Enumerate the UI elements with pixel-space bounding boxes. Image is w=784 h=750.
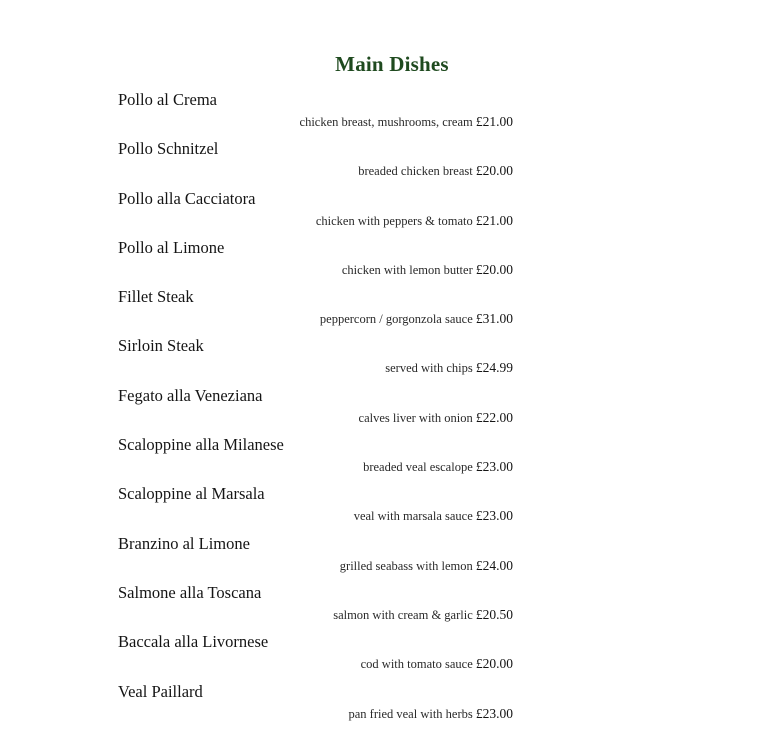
dish-description: pan fried veal with herbs [348, 706, 473, 721]
dish-detail [354, 508, 513, 524]
dish-price: £20.00 [475, 656, 513, 672]
dish-price: £20.00 [475, 261, 513, 277]
dish-name: Pollo al Limone [118, 237, 225, 257]
dish-name: Baccala alla Livornese [118, 632, 269, 652]
dish-detail [342, 262, 513, 278]
list-item [0, 484, 784, 533]
dish-detail [363, 459, 513, 475]
dish-price: £20.00 [475, 163, 513, 179]
page-title: Main Dishes [335, 52, 449, 76]
list-item [0, 435, 784, 484]
list-item [0, 139, 784, 188]
list-item [0, 682, 784, 731]
list-item [0, 189, 784, 238]
list-item [0, 583, 784, 632]
dish-detail [348, 706, 513, 722]
dish-price: £21.00 [475, 114, 513, 129]
dish-price: £23.00 [475, 705, 513, 721]
list-item [0, 287, 784, 336]
dish-detail [316, 213, 513, 229]
dish-price: £20.50 [475, 606, 513, 622]
list-item [0, 238, 784, 287]
list-item [0, 90, 784, 139]
dish-description: calves liver with onion [358, 410, 473, 425]
dish-description: breaded chicken breast [358, 164, 473, 179]
dish-description: chicken breast, mushrooms, cream [299, 115, 473, 129]
dish-detail [359, 410, 513, 426]
dish-name: Pollo al Crema [118, 90, 217, 109]
dish-description: grilled seabass with lemon [339, 558, 473, 573]
dish-name: Pollo alla Cacciatora [118, 188, 256, 208]
dish-name: Scaloppine alla Milanese [118, 435, 284, 455]
dish-list [0, 90, 784, 731]
list-item [0, 632, 784, 681]
dish-price: £23.00 [475, 459, 513, 475]
dish-description: chicken with lemon butter [341, 262, 473, 277]
dish-description: breaded veal escalope [363, 460, 473, 475]
dish-detail [358, 163, 513, 179]
dish-price: £31.00 [475, 311, 513, 327]
dish-price: £22.00 [475, 409, 513, 425]
dish-description: cod with tomato sauce [360, 657, 473, 672]
list-item [0, 386, 784, 435]
list-item [0, 534, 784, 583]
dish-name: Branzino al Limone [118, 533, 250, 553]
dish-detail [361, 656, 513, 672]
dish-description: chicken with peppers & tomato [315, 213, 473, 228]
dish-detail [320, 311, 513, 327]
dish-description: served with chips [385, 361, 473, 376]
dish-name: Fegato alla Veneziana [118, 385, 263, 405]
dish-detail [385, 360, 513, 376]
dish-name: Fillet Steak [118, 287, 194, 307]
dish-name: Pollo Schnitzel [118, 139, 219, 159]
dish-price: £23.00 [475, 508, 513, 524]
dish-detail [333, 607, 513, 623]
dish-price: £24.00 [475, 557, 513, 573]
dish-description: peppercorn / gorgonzola sauce [319, 312, 473, 327]
dish-name: Veal Paillard [118, 681, 203, 701]
dish-name: Salmone alla Toscana [118, 582, 262, 602]
dish-description: veal with marsala sauce [353, 509, 473, 524]
dish-detail [340, 558, 513, 574]
dish-name: Scaloppine al Marsala [118, 484, 265, 504]
dish-price: £21.00 [475, 212, 513, 228]
list-item [0, 336, 784, 385]
dish-name: Sirloin Steak [118, 336, 204, 356]
dish-price: £24.99 [475, 360, 513, 376]
dish-detail [300, 114, 513, 130]
dish-description: salmon with cream & garlic [333, 607, 473, 622]
